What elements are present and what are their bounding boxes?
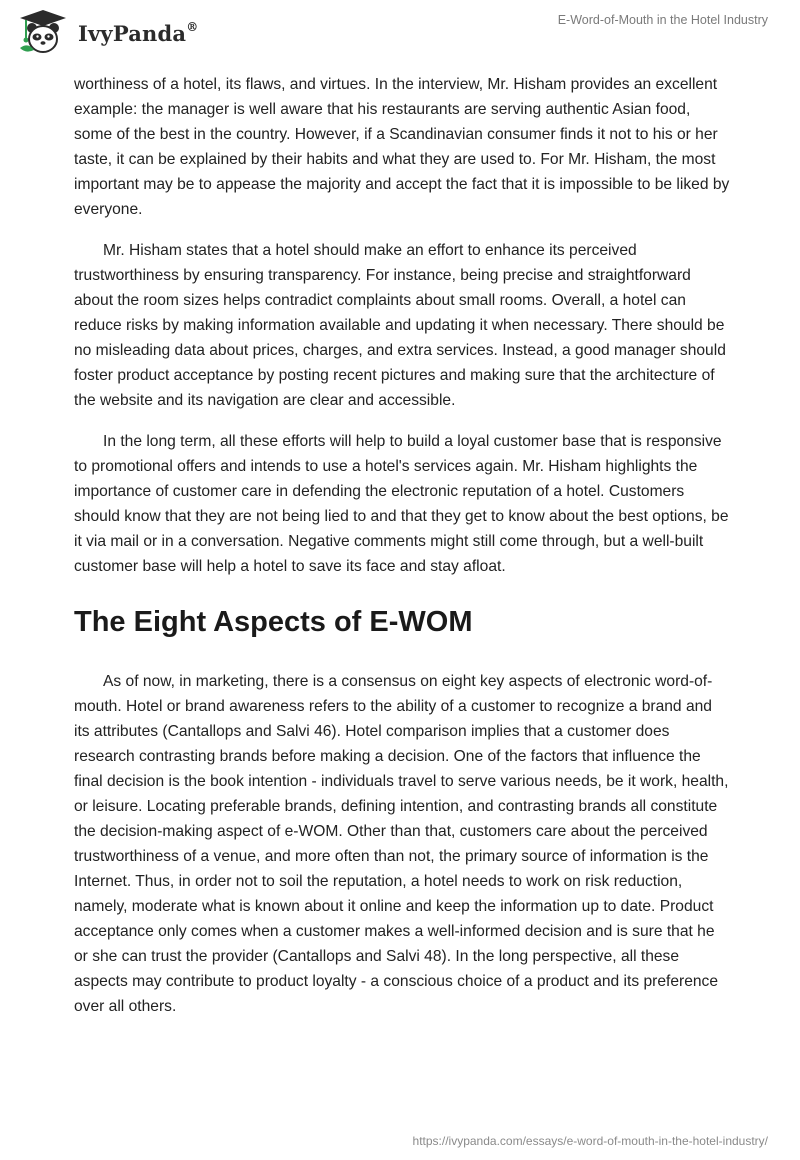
article-body <box>74 72 730 1035</box>
paragraph: In the long term, all these efforts will help to build a loyal customer base that is responsive to promotional offers and intends to use a hotel's services again. Mr. Hisham highlights the importance of customer care in defending the electronic reputation of a hotel. Customers should know that they are not being lied to and that they get to know about the best options, be it via mail or in a conversation. Negative comments might still come through, but a well-built customer base will help a hotel to save its face and stay afloat. <box>74 433 729 575</box>
panda-graduation-cap-icon <box>14 8 72 56</box>
section-heading: The Eight Aspects of E-WOM <box>74 606 473 638</box>
page-header <box>0 0 800 70</box>
paragraph: As of now, in marketing, there is a consensus on eight key aspects of electronic word-of-mouth. Hotel or brand awareness refers to the ability of a customer to recognize a brand and its attributes (Cantallops and Salvi 46). Hotel comparison implies that a customer does research contrasting brands before making a decision. One of the factors that influence the final decision is the book intention - individuals travel to serve various needs, be it work, health, or leisure. Locating preferable brands, defining intention, and contrasting brands all constitute the decision-making aspect of e-WOM. Other than that, customers care about the perceived trustworthiness of a venue, and more often than not, the primary source of information is the Internet. Thus, in order not to soil the reputation, a hotel needs to work on risk reduction, namely, moderate what is known about it online and keep the information up to date. Product acceptance only comes when a customer makes a well-informed decision and is sure that he or she can trust the provider (Cantallops and Salvi 48). In the long perspective, all these aspects may contribute to product loyalty - a conscious choice of a product and its preference over all others. <box>74 673 729 1015</box>
paragraph: worthiness of a hotel, its flaws, and virtues. In the interview, Mr. Hisham provides an excellent example: the manager is well aware that his restaurants are serving authentic Asian food, some of the best in the country. However, if a Scandinavian consumer finds it not to his or her taste, it can be explained by their habits and what they are used to. For Mr. Hisham, the most important may be to appease the majority and accept the fact that it is impossible to be liked by everyone. <box>74 76 730 218</box>
brand-name: IvyPanda® <box>78 19 199 46</box>
paragraph: Mr. Hisham states that a hotel should make an effort to enhance its perceived trustworthiness by ensuring transparency. For instance, being precise and straightforward about the room sizes helps contradict complaints about small rooms. Overall, a hotel can reduce risks by making information available and updating it when necessary. There should be no misleading data about prices, charges, and extra services. Instead, a good manager should foster product acceptance by posting recent pictures and making sure that the architecture of the website and its navigation are clear and accessible. <box>74 242 726 409</box>
source-url[interactable]: https://ivypanda.com/essays/e-word-of-mouth-in-the-hotel-industry/ <box>412 1134 768 1148</box>
document-title: E-Word-of-Mouth in the Hotel Industry <box>557 13 768 27</box>
brand-logo[interactable] <box>14 8 198 56</box>
